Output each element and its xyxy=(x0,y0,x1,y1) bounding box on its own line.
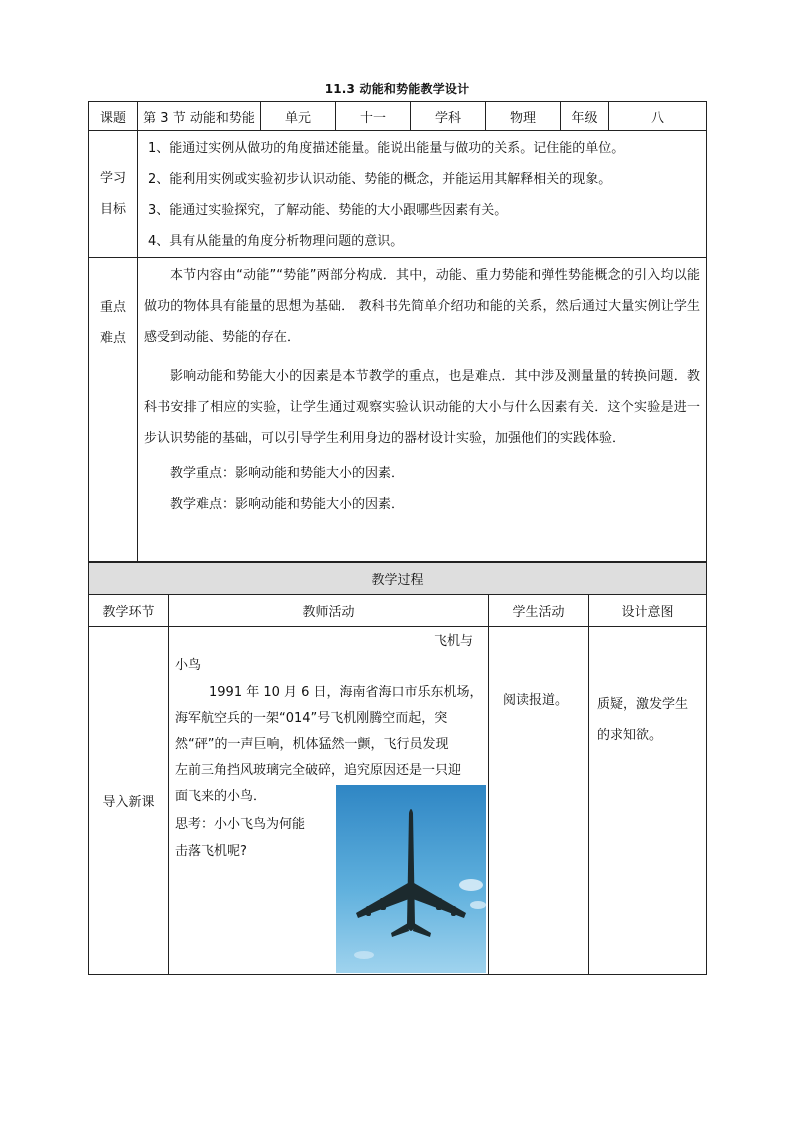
story-line: 左前三角挡风玻璃完全破碎，追究原因还是一只迎 xyxy=(175,763,462,778)
intent-cell xyxy=(589,627,707,975)
goals-label-line2: 目标 xyxy=(99,202,126,217)
subject-label: 学科 xyxy=(411,102,486,131)
lesson-info-table xyxy=(88,101,707,562)
goals-label-line1: 学习 xyxy=(99,171,126,186)
goal-item: 1、能通过实例从做功的角度描述能量。能说出能量与做功的关系。记住能的单位。 xyxy=(148,141,625,156)
story-line: 海军航空兵的一架“014”号飞机刚腾空而起，突 xyxy=(175,711,448,726)
key-points-paragraph-2: 影响动能和势能大小的因素是本节教学的重点，也是难点．其中涉及测量量的转换问题．教科书安排了相应的实验，让学生通过观察实验认识动能的大小与什么因素有关．这个实验是进一步认识势能的基础，可以引导学生利用身边的器材设计实验，加强他们的实践体验． xyxy=(144,369,700,446)
col-header-student: 学生活动 xyxy=(489,595,589,627)
process-section-title: 教学过程 xyxy=(89,563,707,595)
question-line: 思考：小小飞鸟为何能 xyxy=(175,817,306,832)
grade-value: 八 xyxy=(609,102,707,131)
unit-value: 十一 xyxy=(336,102,411,131)
key-points-label-line2: 难点 xyxy=(99,331,126,346)
document-title: 11.3 动能和势能教学设计 xyxy=(324,82,470,96)
key-points-content xyxy=(138,258,707,562)
key-points-label xyxy=(89,258,138,562)
goal-item: 4、具有从能量的角度分析物理问题的意识。 xyxy=(148,234,404,249)
goals-content xyxy=(138,131,707,258)
teaching-difficulty: 教学难点：影响动能和势能大小的因素． xyxy=(170,497,405,512)
teacher-heading-a: 飞机与 xyxy=(434,634,474,649)
subject-value: 物理 xyxy=(486,102,561,131)
topic-label: 课题 xyxy=(89,102,138,131)
col-header-intent: 设计意图 xyxy=(589,595,707,627)
teaching-focus: 教学重点：影响动能和势能大小的因素． xyxy=(170,466,405,481)
story-line: 面飞来的小鸟． xyxy=(175,789,267,804)
question-line: 击落飞机呢? xyxy=(175,844,247,859)
col-header-stage: 教学环节 xyxy=(89,595,169,627)
student-activity-cell xyxy=(489,627,589,975)
goals-label xyxy=(89,131,138,258)
teaching-process-table xyxy=(88,562,707,975)
teacher-activity-cell xyxy=(169,627,489,975)
student-activity-text: 阅读报道。 xyxy=(503,693,569,708)
goal-item: 2、能利用实例或实验初步认识动能、势能的概念，并能运用其解释相关的现象。 xyxy=(148,172,612,187)
topic-value: 第 3 节 动能和势能 xyxy=(138,102,261,131)
intent-line1: 质疑，激发学生 xyxy=(597,697,689,712)
goal-item: 3、能通过实验探究，了解动能、势能的大小跟哪些因素有关。 xyxy=(148,203,508,218)
teacher-heading-b: 小鸟 xyxy=(175,658,202,673)
story-line: 1991 年 10 月 6 日，海南省海口市乐东机场， xyxy=(209,685,483,700)
grade-label: 年级 xyxy=(561,102,609,131)
col-header-teacher: 教师活动 xyxy=(169,595,489,627)
key-points-paragraph-1: 本节内容由“动能”“势能”两部分构成．其中，动能、重力势能和弹性势能概念的引入均以能做功的物体具有能量的思想为基础． 教科书先简单介绍功和能的关系，然后通过大量实例让学生感受到动能、势能的存在． xyxy=(144,268,700,345)
stage-intro: 导入新课 xyxy=(89,627,169,975)
airplane-photo xyxy=(336,785,486,973)
unit-label: 单元 xyxy=(261,102,336,131)
intent-line2: 的求知欲。 xyxy=(597,728,663,743)
key-points-label-line1: 重点 xyxy=(99,300,126,315)
story-line: 然“砰”的一声巨响，机体猛然一颤，飞行员发现 xyxy=(175,737,449,752)
